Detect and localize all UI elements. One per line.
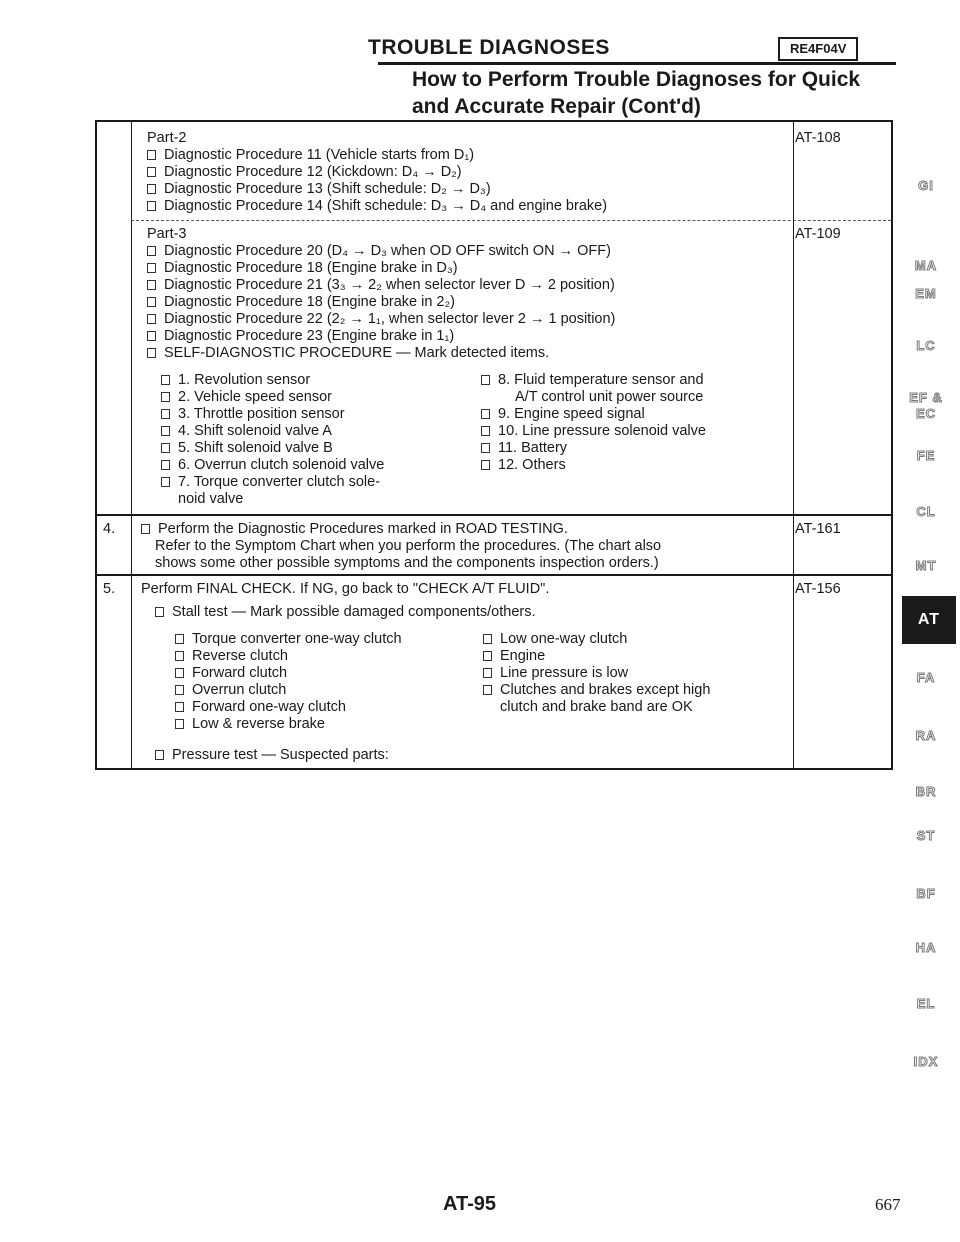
self-diag-item: 3. Throttle position sensor xyxy=(161,406,481,423)
self-diag-item: 8. Fluid temperature sensor and xyxy=(481,372,779,389)
subtitle-line: How to Perform Trouble Diagnoses for Quick xyxy=(412,68,861,91)
page-label: AT-95 xyxy=(443,1193,496,1215)
checkbox[interactable] xyxy=(161,426,170,436)
checkbox[interactable] xyxy=(141,524,150,534)
stall-item: Forward one-way clutch xyxy=(175,699,483,716)
stall-test-item: Stall test — Mark possible damaged components/others. xyxy=(141,604,779,621)
checkbox[interactable] xyxy=(147,263,156,273)
column-divider xyxy=(793,122,794,768)
self-diag-item: 11. Battery xyxy=(481,440,779,457)
section-tab-st[interactable]: ST xyxy=(916,828,936,843)
stall-item: Overrun clutch xyxy=(175,682,483,699)
section-tab-fa[interactable]: FA xyxy=(916,670,936,685)
checkbox[interactable] xyxy=(147,331,156,341)
stall-item: Clutches and brakes except high xyxy=(483,682,779,699)
section-title: TROUBLE DIAGNOSES xyxy=(368,36,610,59)
step4-line: Perform the Diagnostic Procedures marked in ROAD TESTING. xyxy=(141,521,779,538)
stall-left-column xyxy=(141,631,483,733)
section-tab-bf[interactable]: BF xyxy=(916,886,936,901)
checklist-item: Diagnostic Procedure 18 (Engine brake in D₃) xyxy=(147,260,779,277)
column-divider xyxy=(131,122,132,768)
stall-item: Low one-way clutch xyxy=(483,631,779,648)
subtitle-line: and Accurate Repair (Cont'd) xyxy=(412,95,701,118)
model-code-badge: RE4F04V xyxy=(778,37,858,61)
page-subtitle xyxy=(412,66,860,120)
checklist-item: Diagnostic Procedure 13 (Shift schedule: D₂ → D₃) xyxy=(147,181,779,198)
row-separator xyxy=(131,220,891,221)
stall-right-column xyxy=(483,631,779,733)
self-diag-item: 7. Torque converter clutch sole- xyxy=(161,474,481,491)
checkbox[interactable] xyxy=(175,702,184,712)
checkbox[interactable] xyxy=(161,409,170,419)
self-diagnostic-right xyxy=(481,372,779,508)
section-tab-ma[interactable]: MA xyxy=(914,258,938,273)
section-tab-ef[interactable]: EF & xyxy=(909,390,943,405)
row-separator xyxy=(97,574,891,576)
section-tab-mt[interactable]: MT xyxy=(915,558,937,573)
stall-item: Low & reverse brake xyxy=(175,716,483,733)
checklist-item: SELF-DIAGNOSTIC PROCEDURE — Mark detected items. xyxy=(147,345,779,362)
stall-item: Line pressure is low xyxy=(483,665,779,682)
checkbox[interactable] xyxy=(147,150,156,160)
section-tab-ec[interactable]: EC xyxy=(915,406,937,421)
checklist-item: Diagnostic Procedure 21 (3₃ → 2₂ when selector lever D → 2 position) xyxy=(147,277,779,294)
checkbox[interactable] xyxy=(481,375,490,385)
part3-content xyxy=(147,226,779,508)
part3-reference: AT-109 xyxy=(795,226,841,242)
procedure-table xyxy=(95,120,893,770)
step4-content xyxy=(141,521,779,572)
part2-heading: Part-2 xyxy=(147,130,187,146)
step4-reference: AT-161 xyxy=(795,521,841,537)
section-tab-el[interactable]: EL xyxy=(916,996,936,1011)
section-tab-fe[interactable]: FE xyxy=(916,448,936,463)
step4-line: Refer to the Symptom Chart when you perform the procedures. (The chart also xyxy=(155,538,662,554)
section-tab-idx[interactable]: IDX xyxy=(913,1054,939,1069)
checkbox[interactable] xyxy=(483,634,492,644)
checkbox[interactable] xyxy=(161,477,170,487)
checklist-item: Diagnostic Procedure 14 (Shift schedule: D₃ → D₄ and engine brake) xyxy=(147,198,779,215)
checkbox[interactable] xyxy=(147,314,156,324)
part2-content xyxy=(147,130,779,215)
checkbox[interactable] xyxy=(481,443,490,453)
self-diag-continuation: A/T control unit power source xyxy=(515,389,704,405)
section-tab-br[interactable]: BR xyxy=(915,784,937,799)
checklist-item: Diagnostic Procedure 12 (Kickdown: D₄ → D₂) xyxy=(147,164,779,181)
page-number: 667 xyxy=(875,1195,901,1214)
stall-item: Forward clutch xyxy=(175,665,483,682)
checkbox[interactable] xyxy=(483,685,492,695)
step4-line: shows some other possible symptoms and the components inspection orders.) xyxy=(155,555,659,571)
checklist-item: Diagnostic Procedure 11 (Vehicle starts from D₁) xyxy=(147,147,779,164)
section-tab-lc[interactable]: LC xyxy=(916,338,936,353)
checkbox[interactable] xyxy=(147,280,156,290)
checkbox[interactable] xyxy=(175,719,184,729)
self-diag-item: 4. Shift solenoid valve A xyxy=(161,423,481,440)
stall-item: Torque converter one-way clutch xyxy=(175,631,483,648)
stall-test-components xyxy=(141,631,779,733)
checkbox[interactable] xyxy=(161,392,170,402)
checklist-item: Diagnostic Procedure 18 (Engine brake in 2₂) xyxy=(147,294,779,311)
section-tab-ha[interactable]: HA xyxy=(915,940,937,955)
section-tab-at-active[interactable]: AT xyxy=(902,596,956,644)
checkbox[interactable] xyxy=(161,443,170,453)
step5-content xyxy=(141,581,779,764)
checkbox[interactable] xyxy=(481,409,490,419)
step5-line: Perform FINAL CHECK. If NG, go back to "CHECK A/T FLUID". xyxy=(141,581,550,597)
section-tab-gi[interactable]: GI xyxy=(918,178,934,193)
step-number: 4. xyxy=(103,521,116,537)
section-tab-ra[interactable]: RA xyxy=(915,728,937,743)
stall-continuation: clutch and brake band are OK xyxy=(500,699,693,715)
checklist-item: Diagnostic Procedure 22 (2₂ → 1₁, when selector lever 2 → 1 position) xyxy=(147,311,779,328)
checkbox[interactable] xyxy=(147,201,156,211)
checklist-item: Diagnostic Procedure 20 (D₄ → D₃ when OD OFF switch ON → OFF) xyxy=(147,243,779,260)
self-diag-item: 6. Overrun clutch solenoid valve xyxy=(161,457,481,474)
checkbox[interactable] xyxy=(175,651,184,661)
checkbox[interactable] xyxy=(155,607,164,617)
checkbox[interactable] xyxy=(483,651,492,661)
section-tab-em[interactable]: EM xyxy=(915,286,937,301)
step5-reference: AT-156 xyxy=(795,581,841,597)
stall-item: Engine xyxy=(483,648,779,665)
checkbox[interactable] xyxy=(483,668,492,678)
checkbox[interactable] xyxy=(161,375,170,385)
checkbox[interactable] xyxy=(161,460,170,470)
self-diag-item: 12. Others xyxy=(481,457,779,474)
checkbox[interactable] xyxy=(481,460,490,470)
self-diagnostic-left xyxy=(147,372,481,508)
self-diagnostic-items xyxy=(147,372,779,508)
checkbox[interactable] xyxy=(147,348,156,358)
section-tab-cl[interactable]: CL xyxy=(916,504,936,519)
step-number: 5. xyxy=(103,581,116,597)
checkbox[interactable] xyxy=(175,685,184,695)
checklist-item: Diagnostic Procedure 23 (Engine brake in 1₁) xyxy=(147,328,779,345)
row-separator xyxy=(97,514,891,516)
part2-reference: AT-108 xyxy=(795,130,841,146)
self-diag-continuation: noid valve xyxy=(178,491,244,507)
checkbox[interactable] xyxy=(147,184,156,194)
self-diag-item: 1. Revolution sensor xyxy=(161,372,481,389)
part3-heading: Part-3 xyxy=(147,226,187,242)
checkbox[interactable] xyxy=(155,750,164,760)
stall-item: Reverse clutch xyxy=(175,648,483,665)
self-diag-item: 5. Shift solenoid valve B xyxy=(161,440,481,457)
checkbox[interactable] xyxy=(147,246,156,256)
checkbox[interactable] xyxy=(175,634,184,644)
pressure-test-item: Pressure test — Suspected parts: xyxy=(141,747,779,764)
self-diag-item: 2. Vehicle speed sensor xyxy=(161,389,481,406)
checkbox[interactable] xyxy=(147,297,156,307)
checkbox[interactable] xyxy=(147,167,156,177)
header-rule xyxy=(378,62,896,65)
checkbox[interactable] xyxy=(481,426,490,436)
self-diag-item: 9. Engine speed signal xyxy=(481,406,779,423)
checkbox[interactable] xyxy=(175,668,184,678)
self-diag-item: 10. Line pressure solenoid valve xyxy=(481,423,779,440)
